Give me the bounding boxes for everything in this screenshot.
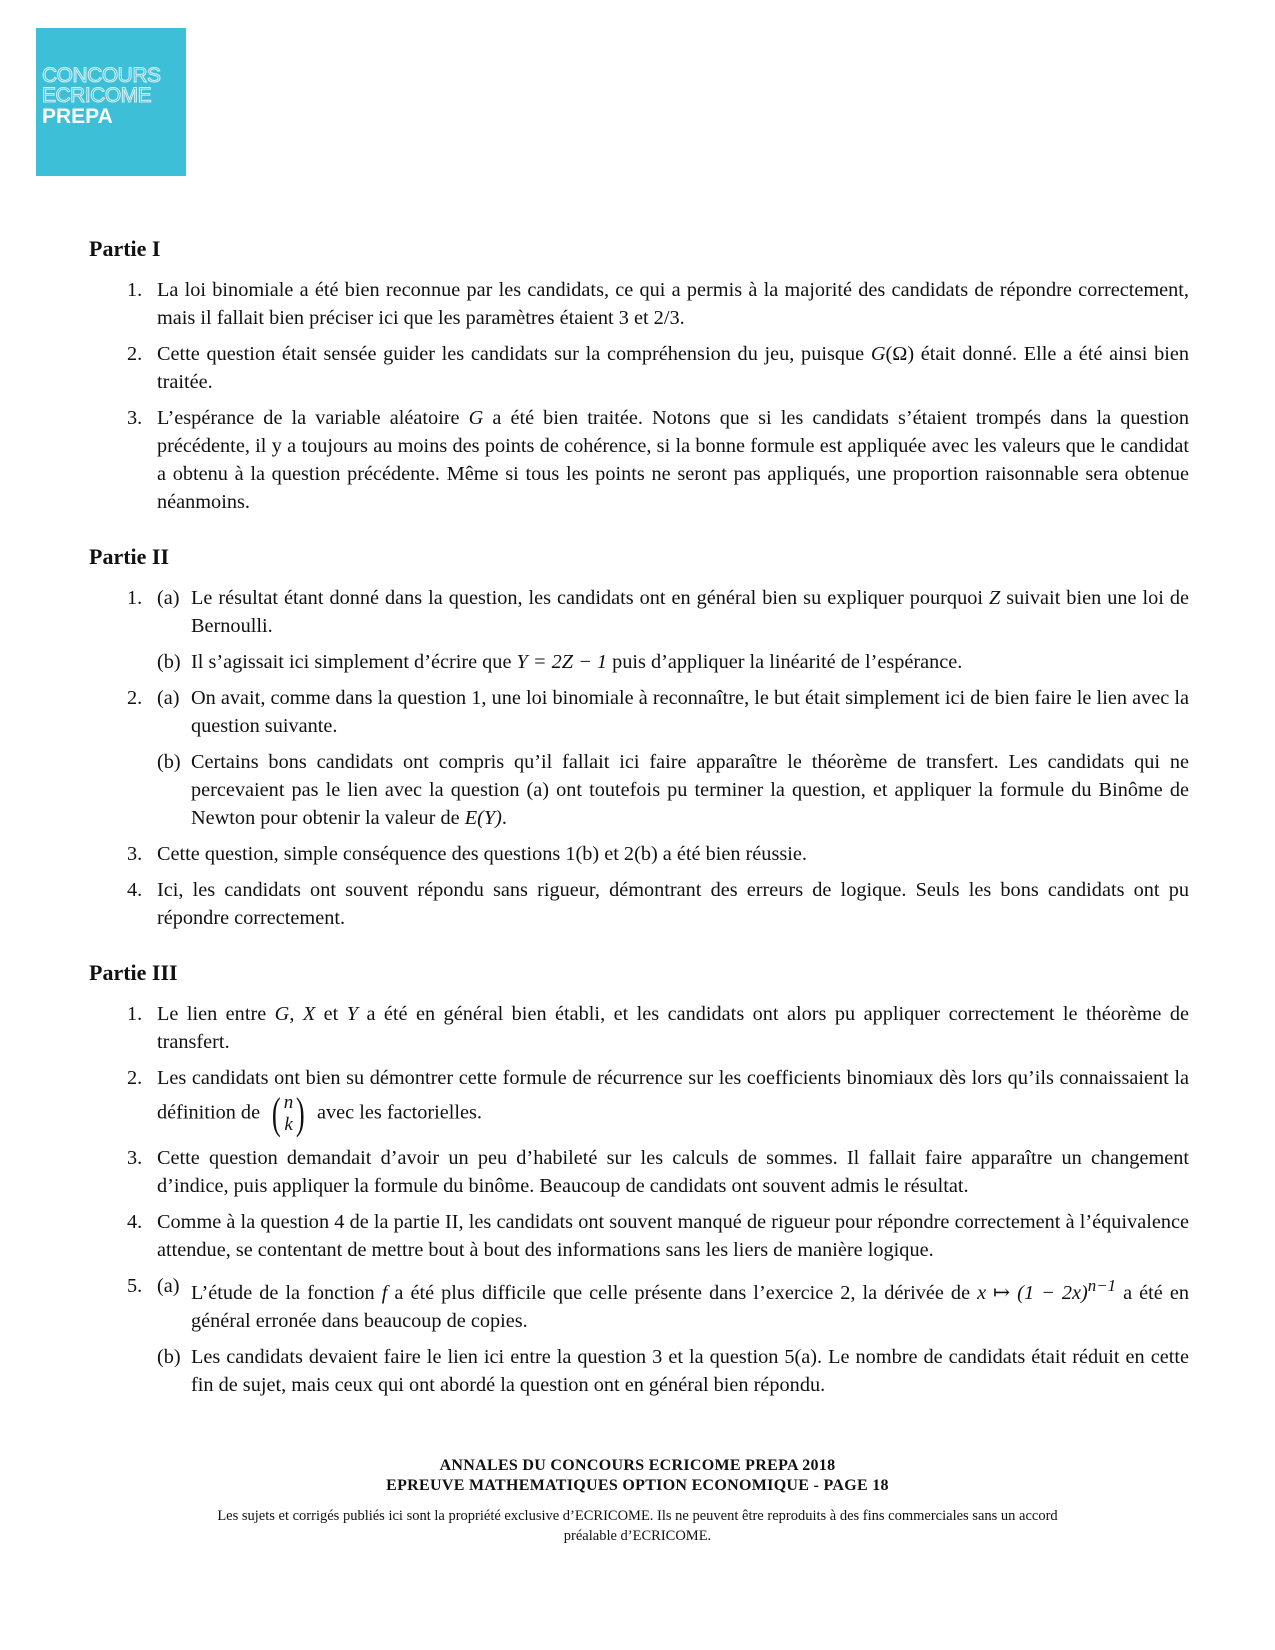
part-3-item-4 — [89, 1208, 1189, 1264]
binomial-coefficient: ( n k ) — [272, 1089, 306, 1138]
item-text: a été bien traitée. Notons que si les candidats s’étaient trompés dans la question précédente, il y a toujours au moins des points de cohérence, si la bonne formule est appliquée avec les valeurs que le candidat a obtenu à la question précédente. Même si tous les points ne seront pas appliqués, une proportion raisonnable sera obtenue néanmoins. — [157, 407, 1189, 513]
part-1-item-1 — [89, 276, 1189, 332]
item-text: (Ω) était donné. Elle a été ainsi bien traitée. — [157, 343, 1190, 393]
item-text: Cette question demandait d’avoir un peu d’habileté sur les calculs de sommes. Il fallait faire apparaître un changement d’indice, puis appliquer la formule du binôme. Beaucoup de candidats ont souvent admis le résultat. — [157, 1147, 1189, 1197]
ecricome-logo — [36, 28, 186, 176]
item-text: a été plus difficile que celle présente dans l’exercice 2, la dérivée de — [387, 1281, 978, 1304]
item-number: 4. — [127, 1211, 143, 1233]
sub-label: (a) — [157, 1275, 180, 1297]
item-text: Il s’agissait ici simplement d’écrire que — [191, 651, 517, 673]
item-text: puis d’appliquer la linéarité de l’espérance. — [607, 651, 963, 673]
footer-title: ANNALES DU CONCOURS ECRICOME PREPA 2018 — [439, 1457, 836, 1474]
math-variable: Y — [346, 1003, 359, 1025]
part-2-item-2b — [157, 748, 1189, 832]
math-variable: G — [274, 1003, 290, 1025]
item-text: Les candidats devaient faire le lien ici entre la question 3 et la question 5(a). Le nombre de candidats était réduit en cette fin de sujet, mais ceux qui ont abordé la question ont en général bien répondu. — [191, 1345, 1189, 1396]
logo-line-concours: CONCOURS — [42, 64, 161, 87]
logo-line-ecricome: ECRICOME — [42, 84, 152, 107]
item-text: Les candidats ont bien su démontrer cette formule de récurrence sur les coefficients binomiaux dès lors qu’ils connaissaient la définition de — [157, 1067, 1189, 1124]
item-number: 2. — [127, 343, 143, 365]
item-number: 5. — [127, 1275, 143, 1297]
math-expression: E(Y) — [464, 807, 502, 829]
part-3-item-1 — [89, 1000, 1189, 1056]
page-footer — [0, 1456, 1275, 1546]
footer-subtitle: EPREUVE MATHEMATIQUES OPTION ECONOMIQUE - PAGE 18 — [386, 1477, 889, 1494]
item-text: On avait, comme dans la question 1, une loi binomiale à reconnaître, le but était simplement ici de bien faire le lien avec la question suivante. — [191, 687, 1189, 737]
part-1-item-3 — [89, 404, 1189, 516]
item-number: 1. — [127, 279, 143, 301]
math-variable: G — [468, 407, 484, 429]
footer-notice: Les sujets et corrigés publiés ici sont la propriété exclusive d’ECRICOME. Ils ne peuvent être reproduits à des fins commerciales sans un accord préalable d’ECRICOME. — [217, 1508, 1058, 1544]
part-2-item-3 — [89, 840, 1189, 868]
part-3-item-5b — [157, 1343, 1189, 1399]
item-text: La loi binomiale a été bien reconnue par les candidats, ce qui a permis à la majorité des candidats de répondre correctement, mais il fallait bien préciser ici que les paramètres étaient 3 et 2/3. — [157, 279, 1189, 329]
part-1-item-2 — [89, 340, 1189, 396]
logo-line-prepa: PREPA — [42, 105, 113, 128]
part-3-item-3 — [89, 1144, 1189, 1200]
sub-label: (b) — [157, 651, 181, 673]
part-2-item-4 — [89, 876, 1189, 932]
part-2-item-1b — [157, 648, 1189, 676]
item-number: 2. — [127, 687, 143, 709]
item-text: . — [501, 807, 507, 829]
item-text: Cette question, simple conséquence des questions 1(b) et 2(b) a été bien réussie. — [157, 843, 807, 865]
item-text: suivait bien une loi de Bernoulli. — [191, 587, 1189, 637]
item-text: a été en général erronée dans beaucoup de copies. — [191, 1281, 1189, 1332]
page-content — [89, 234, 1189, 1425]
sub-label: (a) — [157, 687, 180, 709]
part-2-title: Partie II — [89, 544, 170, 569]
math-variable: X — [302, 1003, 316, 1025]
part-1-title: Partie I — [89, 236, 161, 261]
item-text: L’étude de la fonction — [191, 1281, 382, 1304]
item-number: 1. — [127, 587, 143, 609]
part-2 — [89, 542, 1189, 932]
item-text: et — [315, 1003, 347, 1025]
item-number: 1. — [127, 1003, 143, 1025]
math-expression: x ↦ (1 − 2x) — [977, 1281, 1088, 1304]
part-1 — [89, 234, 1189, 516]
item-number: 2. — [127, 1067, 143, 1089]
item-number: 3. — [127, 843, 143, 865]
part-2-item-1a — [157, 584, 1189, 640]
item-text: Ici, les candidats ont souvent répondu sans rigueur, démontrant des erreurs de logique. Seuls les bons candidats ont pu répondre correctement. — [157, 879, 1189, 929]
sub-label: (b) — [157, 751, 181, 773]
item-text: a été en général bien établi, et les candidats ont alors pu appliquer correctement le théorème de transfert. — [157, 1003, 1190, 1053]
item-text: Le lien entre — [157, 1003, 275, 1025]
sub-label: (a) — [157, 587, 180, 609]
item-text: Certains bons candidats ont compris qu’il fallait ici faire apparaître le théorème de transfert. Les candidats qui ne percevaient pas le lien avec la question (a) ont toutefois pu terminer la question, et appliquer la formule du Binôme de Newton pour obtenir la valeur de — [191, 751, 1189, 829]
item-number: 3. — [127, 407, 143, 429]
part-3-item-5 — [89, 1272, 1189, 1399]
part-3 — [89, 958, 1189, 1399]
binom-bottom: k — [284, 1114, 293, 1135]
part-2-item-1 — [89, 584, 1189, 676]
part-2-item-2 — [89, 684, 1189, 832]
item-text: Cette question était sensée guider les candidats sur la compréhension du jeu, puisque — [157, 343, 871, 365]
item-text: Le résultat étant donné dans la question, les candidats ont en général bien su expliquer pourquoi — [191, 587, 989, 609]
item-number: 4. — [127, 879, 143, 901]
item-text: L’espérance de la variable aléatoire — [157, 407, 469, 429]
part-3-item-5a — [157, 1272, 1189, 1335]
part-3-title: Partie III — [89, 960, 178, 985]
item-text: Comme à la question 4 de la partie II, les candidats ont souvent manqué de rigueur pour répondre correctement à l’équivalence attendue, se contentant de mettre bout à bout des informations sans les liers de manière logique. — [157, 1211, 1189, 1261]
part-2-item-2a — [157, 684, 1189, 740]
binom-top: n — [283, 1092, 294, 1113]
math-exponent: n−1 — [1087, 1276, 1117, 1295]
part-3-item-2 — [89, 1064, 1189, 1136]
math-variable: f — [381, 1281, 388, 1304]
math-variable: G — [870, 343, 886, 365]
sub-label: (b) — [157, 1345, 181, 1368]
item-text: , — [289, 1003, 303, 1025]
math-expression: Y = 2Z − 1 — [516, 651, 608, 673]
item-text: avec les factorielles. — [311, 1101, 482, 1124]
math-variable: Z — [988, 587, 1001, 609]
item-number: 3. — [127, 1147, 143, 1169]
